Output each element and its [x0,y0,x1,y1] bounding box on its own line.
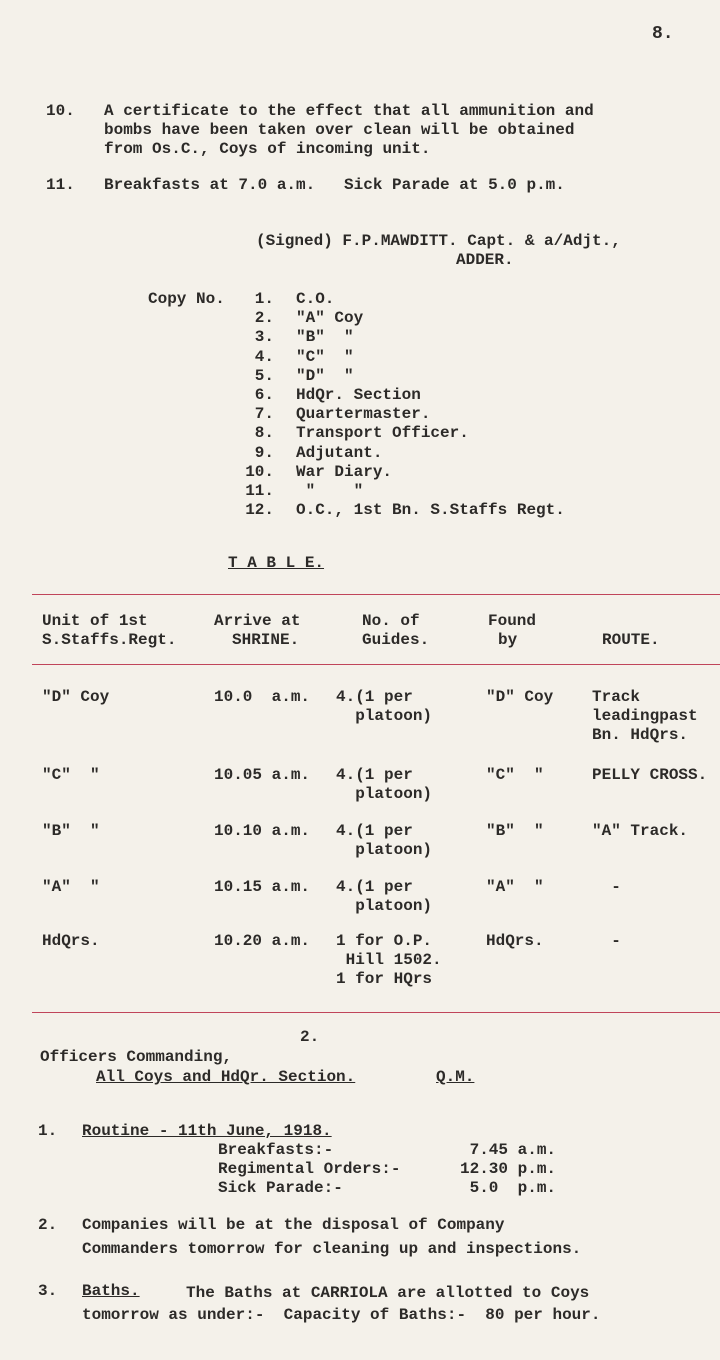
header-unit-1: Unit of 1st [42,612,148,630]
table-header-rule [32,664,720,665]
page-number: 8. [652,24,674,44]
cell-guides: platoon) [336,841,433,859]
addressee-3: Q.M. [436,1068,475,1086]
para-10-number: 10. [46,102,75,120]
copy-recipient: C.O. [296,290,335,308]
cell-route: "A" Track. [592,822,689,840]
cell-guides: 4.(1 per [336,878,413,896]
copy-recipient: "C" " [296,347,354,366]
cell-guides: platoon) [336,897,433,915]
header-found-1: Found [488,612,537,630]
header-guides-2: Guides. [362,631,430,649]
table-top-rule [32,594,720,595]
signature-line: (Signed) F.P.MAWDITT. Capt. & a/Adjt., [256,232,621,250]
copy-number: 6. [254,386,274,404]
cell-arrive: 10.20 a.m. [214,932,311,950]
para-10-line-3: from Os.C., Coys of incoming unit. [104,140,431,158]
copy-recipient: Adjutant. [296,443,383,462]
cell-arrive: 10.15 a.m. [214,878,311,896]
cell-guides: 4.(1 per [336,688,413,706]
cell-found: "D" Coy [486,688,554,706]
table-title: T A B L E. [228,554,325,572]
cell-guides: 1 for HQrs [336,970,433,988]
cell-guides: 4.(1 per [336,822,413,840]
copy-recipient: Transport Officer. [296,424,469,443]
cell-route: leadingpast [592,707,698,725]
header-arrive-2: SHRINE. [232,631,300,649]
item-1-heading: Routine - 11th June, 1918. [82,1122,332,1140]
copy-number: 11. [245,482,274,500]
routine-label-1: Breakfasts:- [218,1141,334,1159]
cell-arrive: 10.10 a.m. [214,822,311,840]
copy-label: Copy No. [148,290,225,308]
cell-guides: Hill 1502. [336,951,442,969]
copy-recipient: O.C., 1st Bn. S.Staffs Regt. [296,501,565,520]
addressee-1: Officers Commanding, [40,1048,233,1066]
copy-number: 3. [254,328,274,347]
para-11-text: Breakfasts at 7.0 a.m. Sick Parade at 5.0 p.m. [104,176,565,194]
copy-number: 8. [254,424,274,443]
cell-unit: "D" Coy [42,688,110,706]
copy-number: 7. [254,405,274,424]
copy-recipient: Quartermaster. [296,405,431,424]
copy-recipient: " " [296,482,364,500]
copy-number: 5. [254,366,274,385]
routine-time-3: 5.0 p.m. [460,1179,557,1197]
cell-route: PELLY CROSS. [592,766,708,784]
item-3-line-2: tomorrow as under:- Capacity of Baths:- 80 per hour. [82,1306,601,1324]
cell-unit: "A" " [42,878,100,896]
signature-unit: ADDER. [456,251,514,269]
cell-found: "B" " [486,822,544,840]
para-10-line-2: bombs have been taken over clean will be obtained [104,121,575,139]
para-11-number: 11. [46,176,75,194]
copy-number: 2. [254,309,274,328]
cell-guides: 1 for O.P. [336,932,433,950]
cell-arrive: 10.05 a.m. [214,766,311,784]
cell-route: - [592,932,621,950]
copy-number: 9. [254,443,274,462]
table-bottom-rule [32,1012,720,1013]
copy-recipient: "D" " [296,366,354,385]
cell-route: - [592,878,621,896]
cell-unit: "B" " [42,822,100,840]
item-2-line-1: Companies will be at the disposal of Company [82,1216,505,1234]
item-1-number: 1. [38,1122,58,1140]
cell-found: "A" " [486,878,544,896]
cell-unit: "C" " [42,766,100,784]
cell-guides: 4.(1 per [336,766,413,784]
cell-route: Track [592,688,641,706]
routine-label-3: Sick Parade:- [218,1179,343,1197]
cell-found: "C" " [486,766,544,784]
routine-label-2: Regimental Orders:- [218,1160,401,1178]
copy-recipient: HdQr. Section [296,386,421,404]
addressee-2: All Coys and HdQr. Section. [96,1068,356,1086]
header-found-2: by [498,631,518,649]
copy-number: 1. [254,290,274,308]
routine-time-1: 7.45 a.m. [460,1141,557,1159]
cell-guides: platoon) [336,785,433,803]
para-10-line-1: A certificate to the effect that all ammunition and [104,102,594,120]
header-guides-1: No. of [362,612,420,630]
cell-guides: platoon) [336,707,433,725]
item-3-line-1: The Baths at CARRIOLA are allotted to Coys [186,1284,590,1302]
section-number: 2. [300,1028,320,1046]
item-3-number: 3. [38,1282,58,1300]
header-unit-2: S.Staffs.Regt. [42,631,177,649]
item-3-heading: Baths. [82,1282,140,1300]
routine-time-2: 12.30 p.m. [460,1160,557,1178]
header-arrive-1: Arrive at [214,612,301,630]
copy-recipient: "B" " [296,328,354,347]
copy-recipient: War Diary. [296,462,393,481]
copy-recipient: "A" Coy [296,309,364,328]
item-2-number: 2. [38,1216,58,1234]
cell-arrive: 10.0 a.m. [214,688,311,706]
cell-route: Bn. HdQrs. [592,726,689,744]
copy-number: 4. [254,347,274,366]
cell-found: HdQrs. [486,932,544,950]
header-route: ROUTE. [602,631,660,649]
copy-number: 10. [245,462,274,481]
item-2-line-2: Commanders tomorrow for cleaning up and inspections. [82,1240,582,1258]
copy-number: 12. [245,501,274,520]
cell-unit: HdQrs. [42,932,100,950]
